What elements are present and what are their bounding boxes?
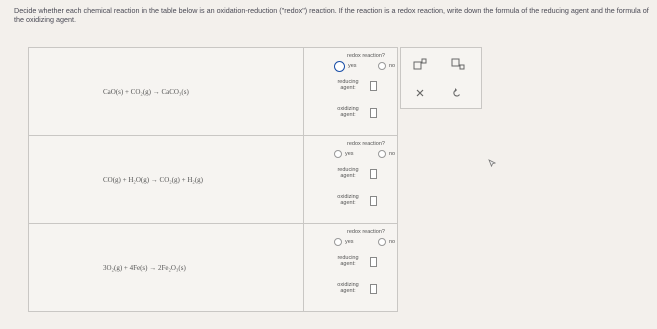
radio-circle-icon[interactable]	[378, 62, 386, 70]
answer-cell	[304, 48, 398, 136]
equation-cell	[29, 136, 304, 224]
radio-yes-label: yes	[345, 150, 354, 157]
radio-no[interactable]	[378, 62, 395, 70]
oxidizing-agent-input[interactable]	[370, 284, 377, 294]
table-row	[29, 48, 398, 136]
equation-text: CaO(s) + CO₂(g) → CaCO₃(s)	[103, 87, 189, 96]
radio-no[interactable]	[378, 238, 395, 246]
equation-cell	[29, 48, 304, 136]
radio-yes[interactable]	[334, 238, 354, 246]
equation-text: 3O₂(g) + 4Fe(s) → 2Fe₂O₃(s)	[103, 263, 186, 272]
reaction-table	[28, 47, 398, 312]
radio-circle-icon[interactable]	[334, 61, 345, 72]
radio-yes-label: yes	[348, 63, 357, 69]
undo-icon[interactable]	[452, 88, 462, 101]
redox-question: redox reaction?	[347, 140, 385, 147]
radio-circle-icon[interactable]	[378, 150, 386, 158]
reducing-agent-input[interactable]	[370, 169, 377, 179]
subscript-box-icon[interactable]	[451, 58, 465, 73]
reducing-agent-label: reducing agent:	[337, 78, 359, 91]
answer-cell	[304, 136, 398, 224]
reducing-agent-label: reducing agent:	[337, 166, 359, 179]
oxidizing-agent-input[interactable]	[370, 196, 377, 206]
radio-no-label: no	[389, 62, 396, 69]
radio-no[interactable]	[378, 150, 395, 158]
answer-tools-panel	[400, 47, 482, 109]
oxidizing-agent-label: oxidizing agent:	[337, 193, 359, 206]
table-row	[29, 136, 398, 224]
radio-circle-icon[interactable]	[334, 150, 342, 158]
instructions: Decide whether each chemical reaction in the table below is an oxidation-reduction ("redox") reaction. If the reaction is a redox reaction, write down the formula of the reducing agent and the formula of the oxidizing agent.	[14, 6, 649, 24]
radio-yes[interactable]	[334, 61, 357, 72]
reducing-agent-input[interactable]	[370, 257, 377, 267]
redox-question: redox reaction?	[347, 52, 385, 59]
oxidizing-agent-label: oxidizing agent:	[337, 281, 359, 294]
oxidizing-agent-input[interactable]	[370, 108, 377, 118]
superscript-box-icon[interactable]	[413, 58, 427, 73]
table-row	[29, 224, 398, 312]
equation-text: CO(g) + H₂O(g) → CO₂(g) + H₂(g)	[103, 175, 203, 184]
clear-x-icon[interactable]	[415, 88, 425, 101]
redox-question: redox reaction?	[347, 228, 385, 235]
oxidizing-agent-label: oxidizing agent:	[337, 105, 359, 118]
answer-cell	[304, 224, 398, 312]
reducing-agent-input[interactable]	[370, 81, 377, 91]
radio-no-label: no	[389, 238, 396, 245]
radio-yes[interactable]	[334, 150, 354, 158]
mouse-cursor-icon	[488, 159, 496, 167]
radio-yes-label: yes	[345, 238, 354, 245]
equation-cell	[29, 224, 304, 312]
reducing-agent-label: reducing agent:	[337, 254, 359, 267]
radio-circle-icon[interactable]	[378, 238, 386, 246]
radio-no-label: no	[389, 150, 396, 157]
radio-circle-icon[interactable]	[334, 238, 342, 246]
